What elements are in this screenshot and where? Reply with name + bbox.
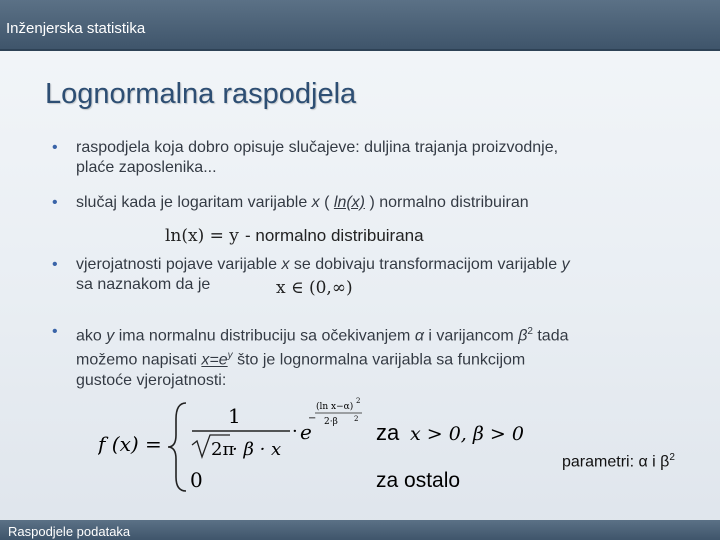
- bullet-4-text-4: tada: [532, 327, 569, 345]
- case-2-text: za ostalo: [376, 469, 461, 492]
- formula-lhs: f (x) =: [98, 432, 162, 456]
- bullet-3-text-2: se dobivaju transformacijom varijable: [289, 256, 562, 273]
- bullet-2-text: slučaj kada je logaritam varijable: [76, 194, 312, 211]
- bullet-1-line-2: plaće zaposlenika...: [76, 159, 217, 176]
- density-formula: [98, 395, 658, 505]
- exp-denominator: 2·β: [324, 417, 338, 427]
- parameters-exponent: 2: [669, 452, 675, 463]
- equation-ln: ln(x) = y: [165, 226, 239, 246]
- bullet-3-text: vjerojatnosti pojave varijable: [76, 256, 282, 273]
- equation-domain: x ∈ (0,∞): [276, 278, 353, 298]
- var-x: x: [281, 256, 290, 273]
- parameters-text: parametri: α i β: [562, 453, 670, 471]
- bullet-marker: •: [52, 194, 58, 211]
- footer-bar: [0, 520, 720, 540]
- course-title: Inženjerska statistika: [6, 20, 146, 37]
- bullet-3-line-2: sa naznakom da je: [76, 276, 211, 293]
- var-y: y: [106, 327, 115, 345]
- bullet-4-text: ako: [76, 327, 107, 345]
- bullet-marker: •: [52, 139, 58, 156]
- exp-base: e: [300, 420, 312, 444]
- exp-denominator-power: 2: [354, 415, 359, 423]
- sqrt-content: 2π: [211, 439, 235, 460]
- bullet-2-paren: (: [319, 194, 334, 211]
- header-bar: [0, 0, 720, 51]
- alpha-symbol: α: [414, 327, 424, 345]
- exponent-y: y: [227, 350, 233, 362]
- multiply-dot: ·: [292, 421, 298, 442]
- beta-symbol: β: [518, 327, 528, 345]
- equation-ln-note: - normalno distribuirana: [245, 226, 424, 245]
- bullet-2-end: ) normalno distribuiran: [365, 194, 529, 211]
- beta-exponent: 2: [527, 326, 533, 337]
- bullet-marker: •: [52, 323, 58, 340]
- bullet-4-line-3: gustoće vjerojatnosti:: [76, 371, 227, 389]
- case-1-condition: x > 0, β > 0: [410, 423, 524, 445]
- bullet-1-line-1: raspodjela koja dobro opisuje slučajeve: duljina trajanja proizvodnje,: [76, 139, 559, 156]
- case-1-za: za: [376, 420, 400, 445]
- case-2-value: 0: [190, 468, 203, 492]
- case-brace: [168, 403, 186, 491]
- var-x: x: [311, 194, 320, 211]
- exp-minus: −: [308, 413, 317, 424]
- x-equals-e: x=e: [201, 351, 228, 369]
- slide-title: Lognormalna raspodjela: [45, 78, 357, 110]
- parameters-label: [562, 452, 675, 471]
- exp-numerator-power: 2: [356, 397, 361, 405]
- bullet-4-text-3: i varijancom: [423, 327, 519, 345]
- exp-numerator: (ln x−α): [316, 402, 354, 412]
- bullet-4-text-2: ima normalnu distribuciju sa očekivanjem: [114, 327, 415, 345]
- denominator-rest: · β · x: [232, 439, 282, 460]
- bullet-marker: •: [52, 256, 58, 273]
- bullet-4-line-2-end: što je lognormalna varijabla sa funkcijom: [232, 351, 526, 369]
- bullet-4-line-2: možemo napisati: [76, 351, 202, 369]
- var-y: y: [561, 256, 570, 273]
- ln-x: ln(x): [333, 194, 365, 211]
- footer-text: Raspodjele podataka: [8, 524, 131, 539]
- formula-numerator: 1: [228, 404, 241, 428]
